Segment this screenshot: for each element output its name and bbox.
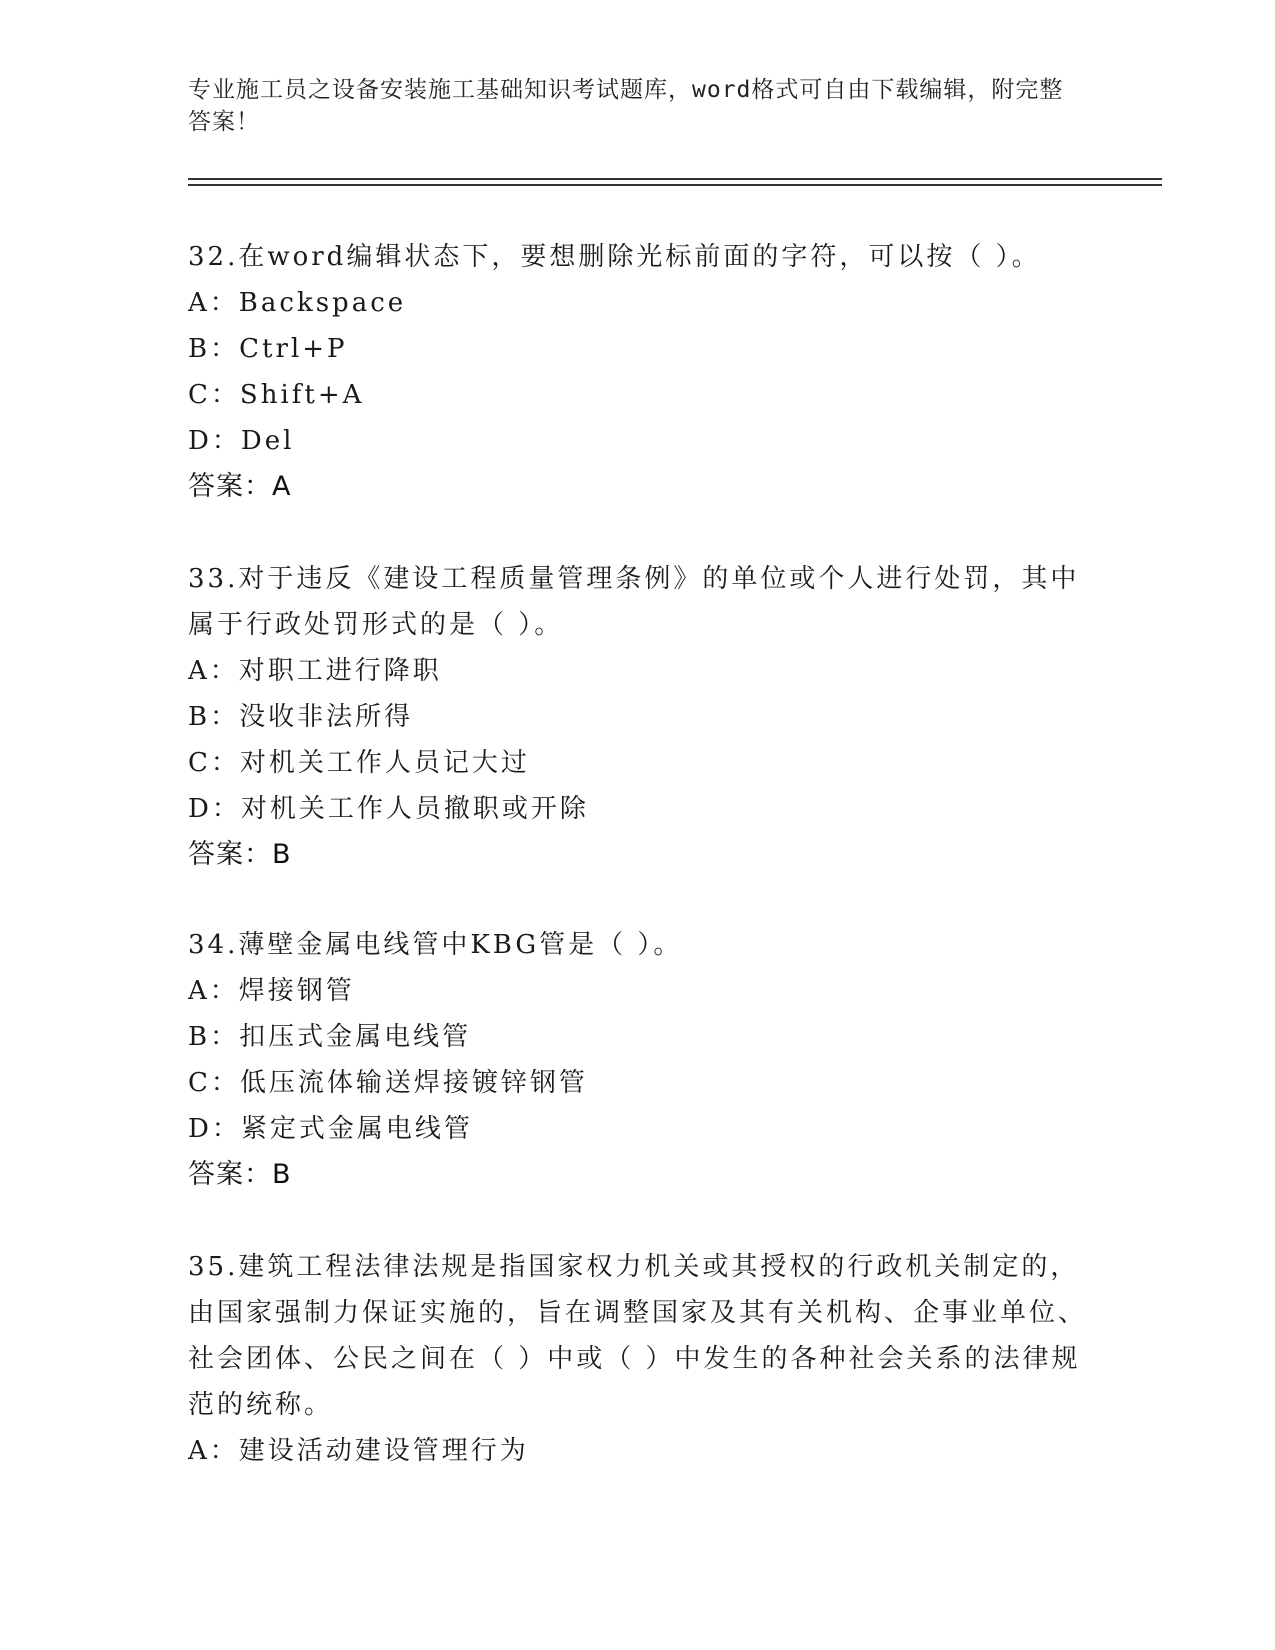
option-a <box>188 648 1088 694</box>
document-header: 专业施工员之设备安装施工基础知识考试题库，word格式可自由下载编辑，附完整答案！ <box>188 77 1064 135</box>
option-letter: B： <box>188 334 240 364</box>
option-letter: C： <box>188 1068 240 1098</box>
option-letter: C： <box>188 380 240 410</box>
question-text: 35.建筑工程法律法规是指国家权力机关或其授权的行政机关制定的，由国家强制力保证实施的，旨在调整国家及其有关机构、企事业单位、社会团体、公民之间在（ ）中或（ ）中发生的各种社会关系的法律规范的统称。 <box>188 1252 1088 1420</box>
option-text: 对职工进行降职 <box>238 656 442 686</box>
option-text: 建设活动建设管理行为 <box>238 1436 529 1466</box>
option-letter: D： <box>188 794 241 824</box>
option-a <box>188 968 1088 1014</box>
option-letter: C： <box>188 748 240 778</box>
option-letter: B： <box>188 702 240 732</box>
option-text: 焊接钢管 <box>238 976 355 1006</box>
option-a <box>188 1428 1088 1474</box>
option-letter: A： <box>188 656 239 686</box>
option-d <box>188 418 1088 464</box>
question-text: 34.薄壁金属电线管中KBG管是（ ）。 <box>188 930 683 960</box>
answer-line: 答案：B <box>188 839 292 870</box>
header-divider-top <box>188 178 1162 180</box>
answer-line: 答案：B <box>188 1159 292 1190</box>
option-letter: D： <box>188 426 241 456</box>
option-c <box>188 372 1088 418</box>
answer-line: 答案：A <box>188 471 292 502</box>
option-d <box>188 1106 1088 1152</box>
option-text: 低压流体输送焊接镀锌钢管 <box>239 1068 588 1098</box>
option-text: Shift+A <box>239 380 365 410</box>
option-b <box>188 1014 1088 1060</box>
question-32 <box>188 234 1088 510</box>
option-a <box>188 280 1088 326</box>
question-text: 33.对于违反《建设工程质量管理条例》的单位或个人进行处罚，其中属于行政处罚形式的是（ ）。 <box>188 564 1080 640</box>
option-text: Del <box>240 426 295 456</box>
option-text: Backspace <box>238 288 407 318</box>
option-text: 对机关工作人员记大过 <box>239 748 530 778</box>
option-text: 扣压式金属电线管 <box>239 1022 472 1052</box>
question-35 <box>188 1244 1088 1474</box>
option-text: 紧定式金属电线管 <box>240 1114 473 1144</box>
option-b <box>188 694 1088 740</box>
option-c <box>188 1060 1088 1106</box>
header-divider-bottom <box>188 184 1162 186</box>
option-letter: D： <box>188 1114 241 1144</box>
option-letter: A： <box>188 288 239 318</box>
option-c <box>188 740 1088 786</box>
question-33 <box>188 556 1088 878</box>
option-d <box>188 786 1088 832</box>
option-text: Ctrl+P <box>239 334 348 364</box>
option-text: 没收非法所得 <box>239 702 414 732</box>
question-text: 32.在word编辑状态下，要想删除光标前面的字符，可以按（ ）。 <box>188 242 1041 272</box>
option-b <box>188 326 1088 372</box>
option-letter: A： <box>188 1436 239 1466</box>
question-34 <box>188 922 1088 1198</box>
option-letter: A： <box>188 976 239 1006</box>
option-letter: B： <box>188 1022 240 1052</box>
option-text: 对机关工作人员撤职或开除 <box>240 794 589 824</box>
